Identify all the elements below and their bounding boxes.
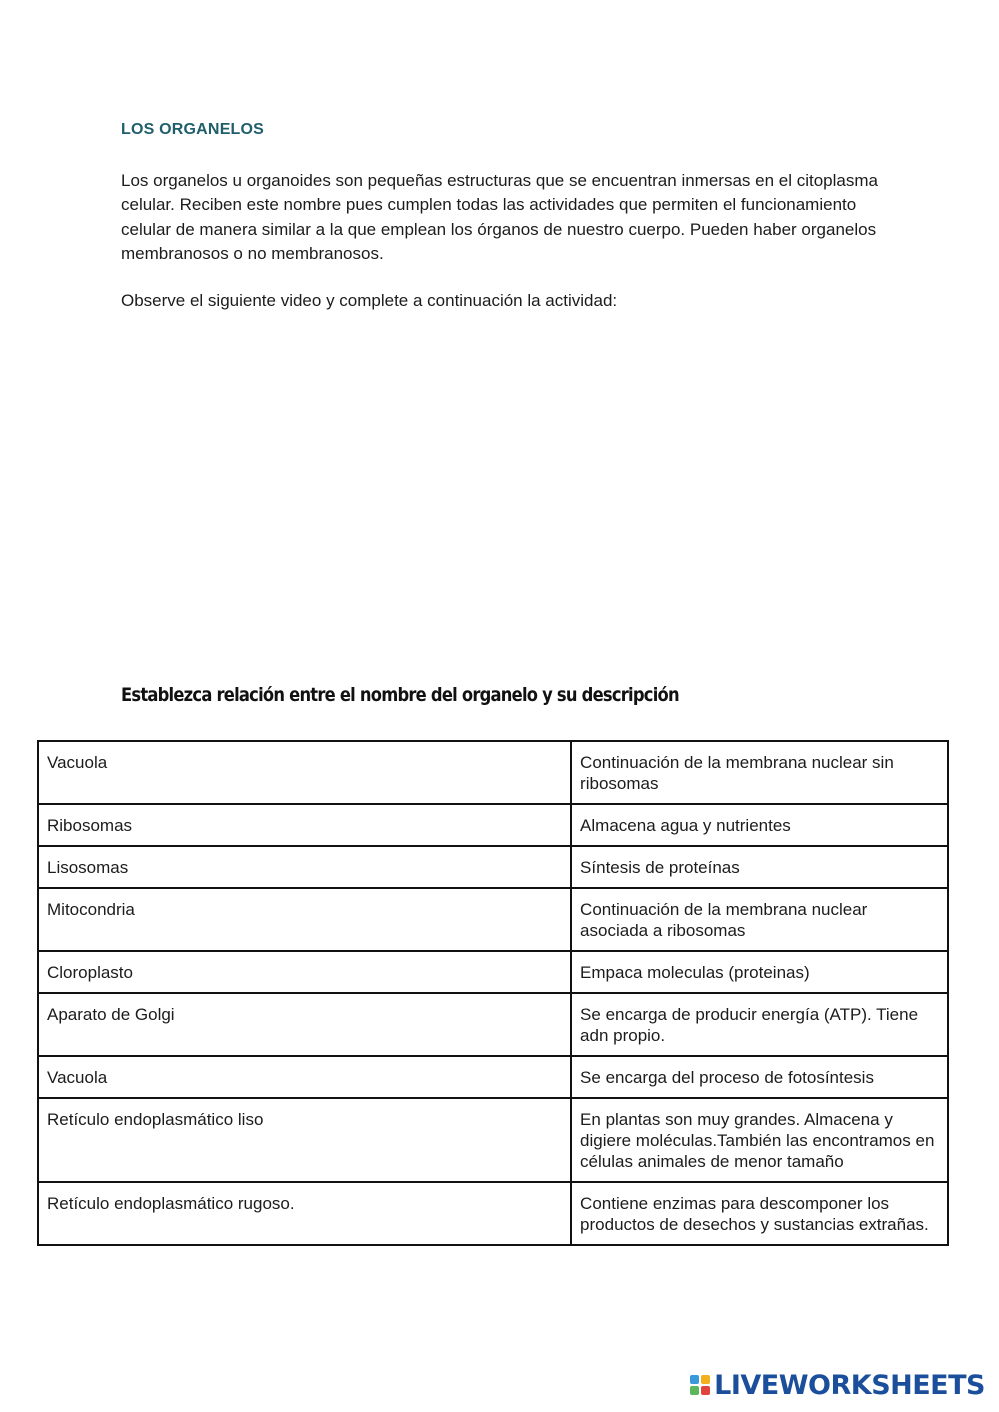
description-cell: Se encarga del proceso de fotosíntesis [571, 1056, 948, 1098]
logo-tile [690, 1375, 699, 1384]
matching-table [37, 740, 949, 1246]
description-cell: En plantas son muy grandes. Almacena y digiere moléculas.También las encontramos en células animales de menor tamaño [571, 1098, 948, 1182]
liveworksheets-logo [690, 1370, 985, 1400]
table-row [38, 804, 948, 846]
description-cell: Síntesis de proteínas [571, 846, 948, 888]
organelle-cell: Ribosomas [38, 804, 571, 846]
table-row [38, 741, 948, 804]
organelle-cell: Vacuola [38, 741, 571, 804]
intro-paragraph: Los organelos u organoides son pequeñas estructuras que se encuentran inmersas en el citoplasma celular. Reciben este nombre pues cumplen todas las actividades que permiten el funcionamiento celular de manera similar a la que emplean los órganos de nuestro cuerpo. Pueden haber organelos membranosos o no membranosos. [121, 171, 878, 264]
description-cell: Empaca moleculas (proteinas) [571, 951, 948, 993]
table-row [38, 951, 948, 993]
video-placeholder [121, 330, 881, 660]
organelle-cell: Mitocondria [38, 888, 571, 951]
description-cell: Continuación de la membrana nuclear sin ribosomas [571, 741, 948, 804]
organelle-cell: Vacuola [38, 1056, 571, 1098]
logo-text: LIVEWORKSHEETS [714, 1369, 985, 1401]
table-row [38, 1056, 948, 1098]
table-row [38, 1098, 948, 1182]
logo-tile [690, 1386, 699, 1395]
description-cell: Almacena agua y nutrientes [571, 804, 948, 846]
description-cell: Contiene enzimas para descomponer los productos de desechos y sustancias extrañas. [571, 1182, 948, 1245]
description-cell: Se encarga de producir energía (ATP). Tiene adn propio. [571, 993, 948, 1056]
video-instruction: Observe el siguiente video y complete a continuación la actividad: [121, 291, 618, 310]
table-row [38, 1182, 948, 1245]
organelle-cell: Cloroplasto [38, 951, 571, 993]
table-row [38, 846, 948, 888]
logo-mark-icon [690, 1375, 710, 1395]
table-row [38, 888, 948, 951]
organelle-cell: Lisosomas [38, 846, 571, 888]
table-row [38, 993, 948, 1056]
section-heading: LOS ORGANELOS [121, 121, 265, 138]
logo-tile [701, 1386, 710, 1395]
organelle-cell: Retículo endoplasmático rugoso. [38, 1182, 571, 1245]
organelle-cell: Retículo endoplasmático liso [38, 1098, 571, 1182]
activity-title: Establezca relación entre el nombre del organelo y su descripción [121, 684, 679, 706]
organelle-cell: Aparato de Golgi [38, 993, 571, 1056]
description-cell: Continuación de la membrana nuclear asociada a ribosomas [571, 888, 948, 951]
logo-tile [701, 1375, 710, 1384]
